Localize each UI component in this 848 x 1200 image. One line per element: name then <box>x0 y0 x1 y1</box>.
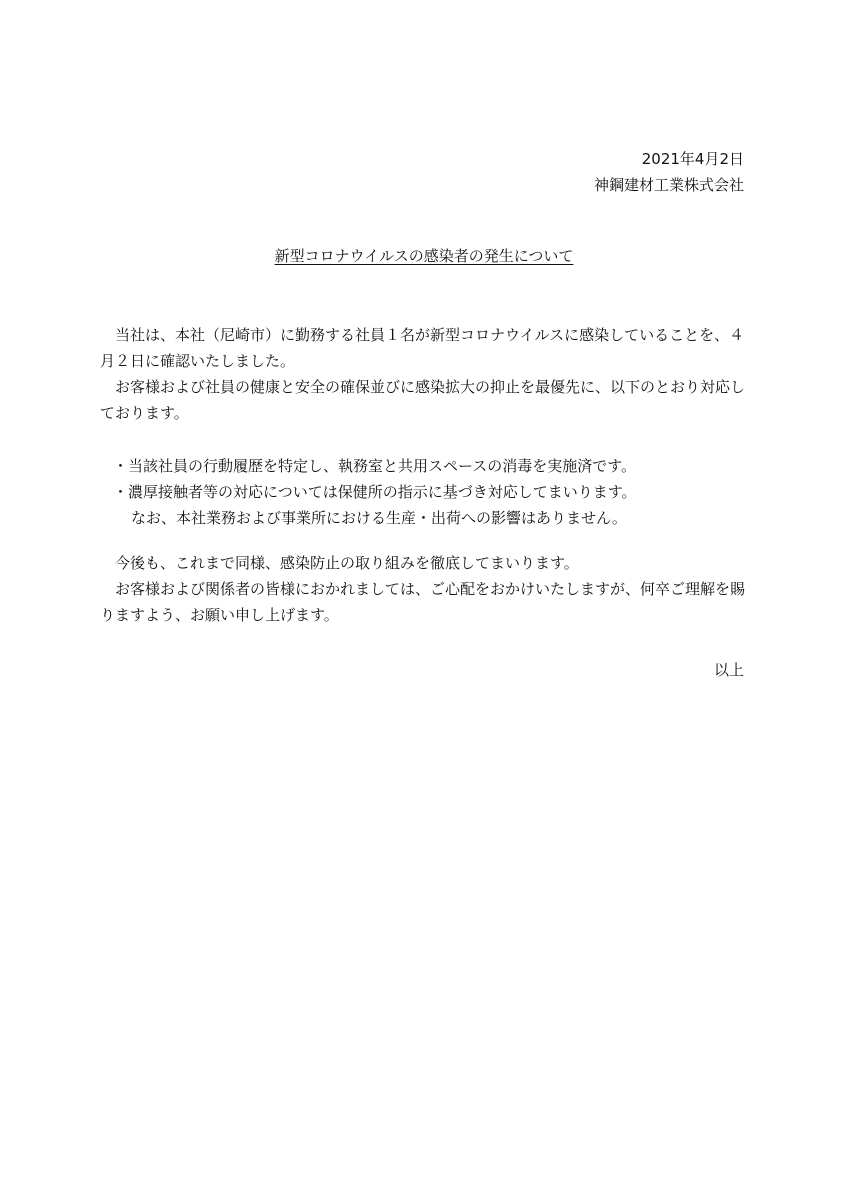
document-date: 2021年4月2日 <box>641 150 744 168</box>
header-block <box>594 146 744 198</box>
measure-note: なお、本社業務および事業所における生産・出荷への影響はありません。 <box>131 509 627 527</box>
closing-paragraph-1: 今後も、これまで同様、感染防止の取り組みを徹底してまいります。 <box>115 554 579 572</box>
measures-list <box>100 453 748 531</box>
end-mark: 以上 <box>713 661 744 679</box>
intro-section <box>100 322 748 426</box>
document-title: 新型コロナウイルスの感染者の発生について <box>274 247 574 265</box>
closing-section <box>100 550 748 628</box>
measure-item-1: ・当該社員の行動履歴を特定し、執務室と共用スペースの消毒を実施済です。 <box>113 457 637 475</box>
document-title-wrapper <box>0 244 848 268</box>
closing-paragraph-2: お客様および関係者の皆様におかれましては、ご心配をおかけいたしますが、何卒ご理解を賜りますよう、お願い申し上げます。 <box>100 580 746 624</box>
intro-paragraph-2: お客様および社員の健康と安全の確保並びに感染拡大の抑止を最優先に、以下のとおり対応しております。 <box>100 378 746 422</box>
intro-paragraph-1: 当社は、本社（尼崎市）に勤務する社員１名が新型コロナウイルスに感染していることを、４月２日に確認いたしました。 <box>100 326 745 370</box>
measure-item-2: ・濃厚接触者等の対応については保健所の指示に基づき対応してまいります。 <box>113 483 637 501</box>
company-name: 神鋼建材工業株式会社 <box>593 176 744 194</box>
